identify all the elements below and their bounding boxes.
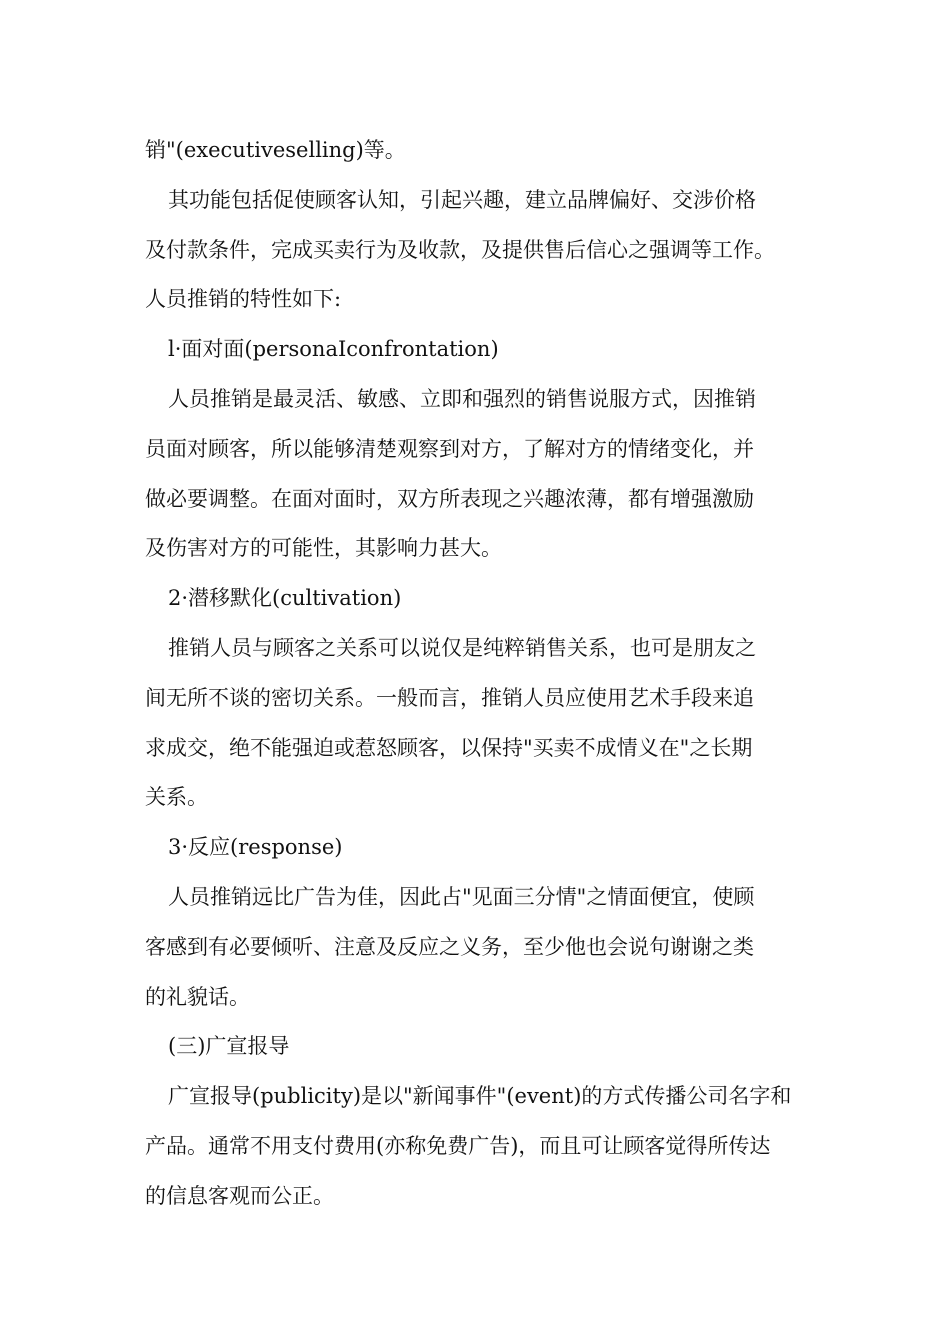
text-line: 及付款条件，完成买卖行为及收款，及提供售后信心之强调等工作。 (145, 238, 775, 262)
text-line: 广宣报导(publicity)是以"新闻事件"(event)的方式传播公司名字和 (168, 1084, 792, 1108)
text-line: 人员推销远比广告为佳，因此占"见面三分情"之情面便宜，使顾 (168, 885, 755, 909)
text-line: 的礼貌话。 (145, 985, 250, 1009)
text-line: 的信息客观而公正。 (145, 1184, 334, 1208)
section-heading: 3·反应(response) (168, 835, 343, 859)
text-line: 客感到有必要倾听、注意及反应之义务，至少他也会说句谢谢之类 (145, 935, 754, 959)
section-heading: (三)广宣报导 (168, 1034, 290, 1058)
text-line: 推销人员与顾客之关系可以说仅是纯粹销售关系，也可是朋友之 (168, 636, 756, 660)
text-line: 其功能包括促使顾客认知，引起兴趣，建立品牌偏好、交涉价格 (168, 188, 756, 212)
text-line: 人员推销的特性如下: (145, 287, 342, 311)
text-line: 产品。通常不用支付费用(亦称免费广告)，而且可让顾客觉得所传达 (145, 1134, 771, 1158)
text-line: 人员推销是最灵活、敏感、立即和强烈的销售说服方式，因推销 (168, 387, 756, 411)
text-line: 做必要调整。在面对面时，双方所表现之兴趣浓薄，都有增强激励 (145, 487, 754, 511)
text-line: 及伤害对方的可能性，其影响力甚大。 (145, 536, 502, 560)
text-line: 关系。 (145, 785, 208, 809)
text-line: 求成交，绝不能强迫或惹怒顾客，以保持"买卖不成情义在"之长期 (145, 736, 753, 760)
text-line: 间无所不谈的密切关系。一般而言，推销人员应使用艺术手段来追 (145, 686, 754, 710)
section-heading: l·面对面(personaIconfrontation) (168, 337, 499, 361)
text-line: 员面对顾客，所以能够清楚观察到对方，了解对方的情绪变化，并 (145, 437, 754, 461)
text-line: 销"(executiveselling)等。 (145, 138, 406, 162)
section-heading: 2·潜移默化(cultivation) (168, 586, 402, 610)
